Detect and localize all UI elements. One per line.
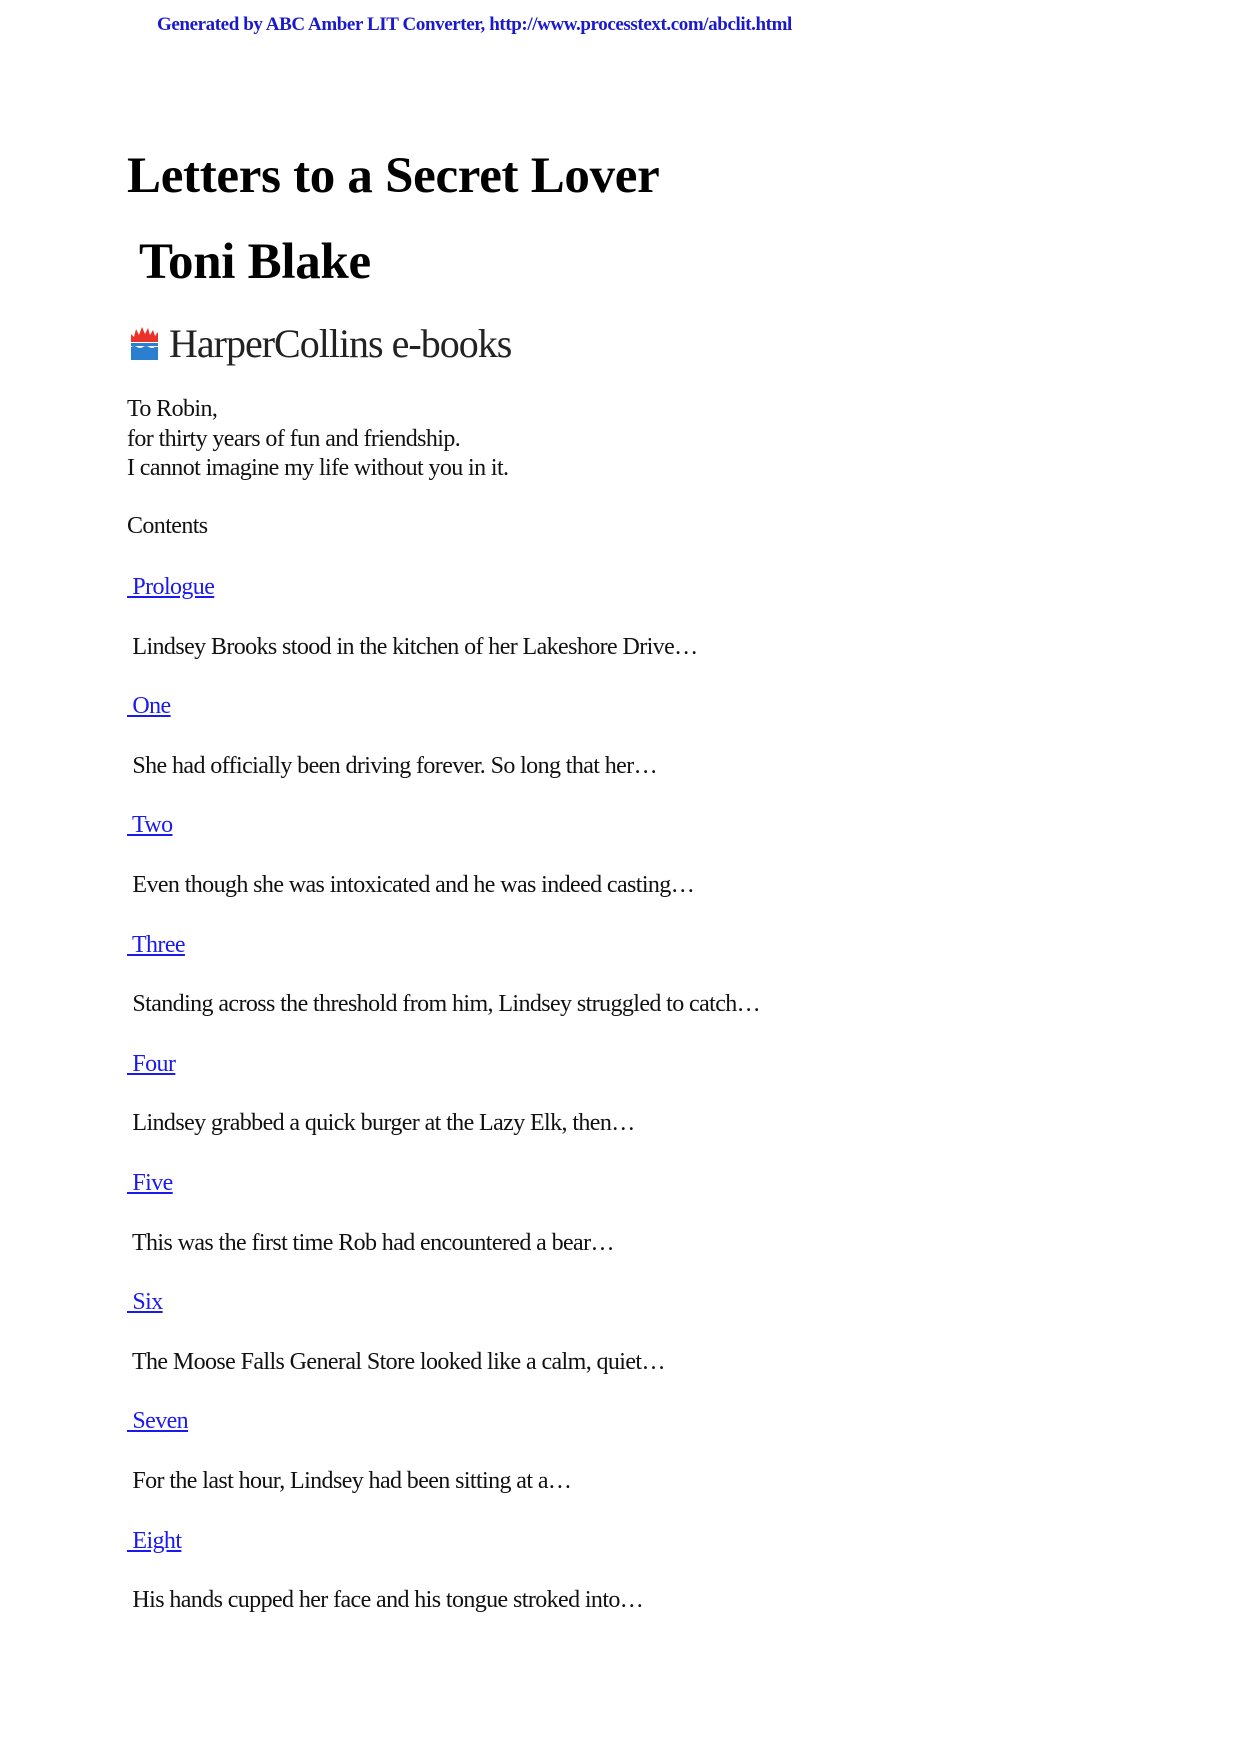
toc-entry [127,571,1127,690]
publisher-name: HarperCollins e-books [169,320,512,366]
toc-entry [127,929,1127,1048]
toc-summary: The Moose Falls General Store looked like a calm, quiet… [127,1348,665,1375]
toc-summary: She had officially been driving forever. So long that her… [127,752,658,779]
toc-entry [127,1286,1127,1405]
toc-entry [127,690,1127,809]
book-author: Toni Blake [139,234,371,290]
toc-entry [127,809,1127,928]
converter-banner: Generated by ABC Amber LIT Converter, http://www.processtext.com/abclit.html [157,14,792,35]
toc-summary: Lindsey grabbed a quick burger at the Lazy Elk, then… [127,1110,635,1137]
dedication-line: for thirty years of fun and friendship. [127,425,461,452]
book-title: Letters to a Secret Lover [127,148,660,204]
toc-summary: Lindsey Brooks stood in the kitchen of her Lakeshore Drive… [127,633,698,660]
toc-entry [127,1405,1127,1524]
toc-entry [127,1048,1127,1167]
toc-link-six[interactable]: Six [127,1289,163,1316]
toc-link-eight[interactable]: Eight [127,1527,182,1554]
dedication-line: I cannot imagine my life without you in it. [127,455,509,481]
table-of-contents [127,571,1127,1644]
contents-heading: Contents [127,513,208,539]
toc-summary: His hands cupped her face and his tongue stroked into… [127,1587,644,1614]
toc-link-two[interactable]: Two [127,812,173,839]
toc-link-five[interactable]: Five [127,1169,173,1196]
toc-summary: For the last hour, Lindsey had been sitting at a… [127,1467,572,1494]
dedication-line: To Robin, [127,396,218,422]
toc-link-three[interactable]: Three [127,931,185,958]
toc-link-seven[interactable]: Seven [127,1408,189,1435]
dedication [127,395,508,484]
toc-summary: Even though she was intoxicated and he was indeed casting… [127,871,695,898]
toc-summary: Standing across the threshold from him, Lindsey struggled to catch… [127,991,761,1018]
toc-link-prologue[interactable]: Prologue [127,574,215,600]
toc-entry [127,1525,1127,1644]
publisher-logo [130,318,511,368]
toc-link-one[interactable]: One [127,693,171,720]
toc-link-four[interactable]: Four [127,1050,176,1077]
toc-entry [127,1167,1127,1286]
harpercollins-flame-water-icon [130,325,159,361]
toc-summary: This was the first time Rob had encountered a bear… [127,1229,614,1256]
